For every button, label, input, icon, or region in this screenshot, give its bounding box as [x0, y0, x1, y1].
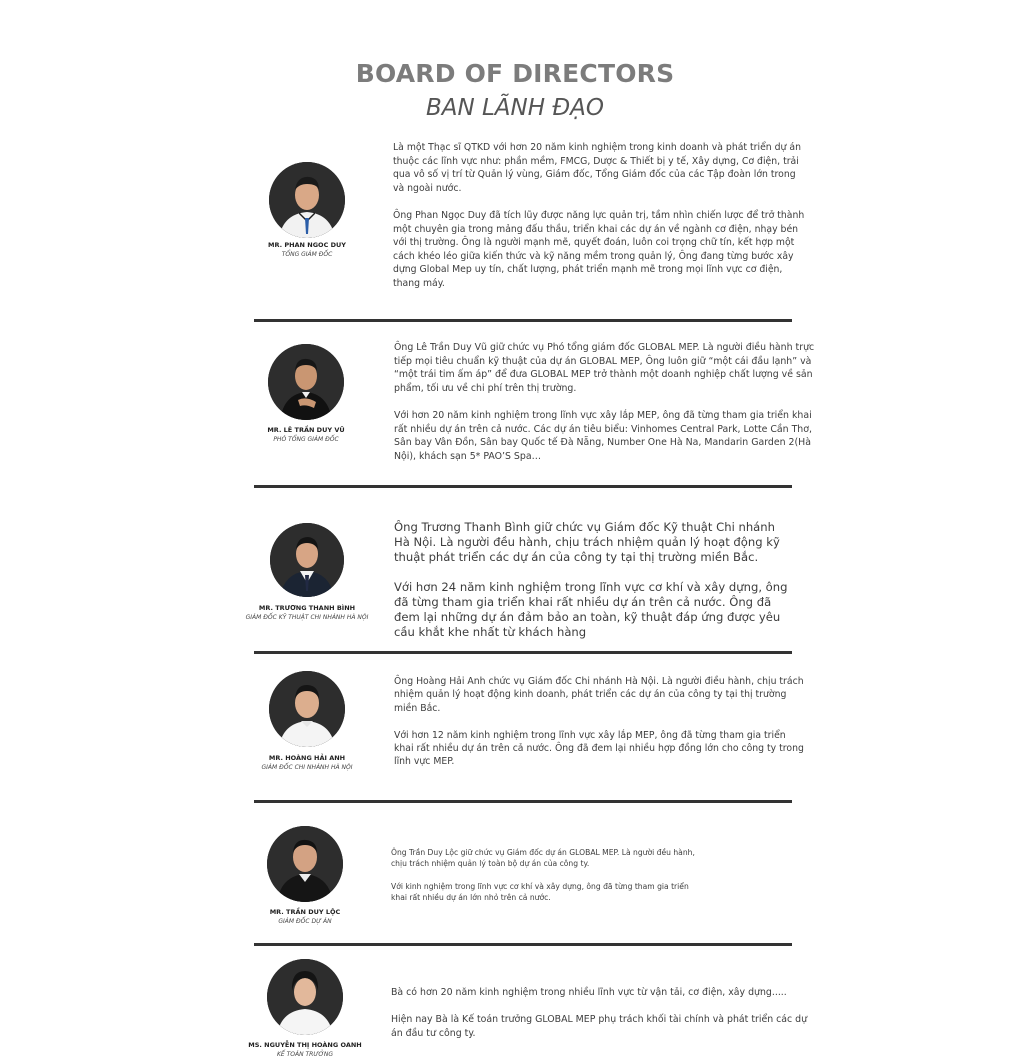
- director-photo: [269, 671, 345, 747]
- director-bio: [394, 520, 794, 640]
- director-role: GIÁM ĐỐC CHI NHÁNH HÀ NỘI: [261, 764, 353, 771]
- director-role: KẾ TOÁN TRƯỞNG: [276, 1051, 333, 1058]
- director-photo: [268, 344, 344, 420]
- director-name: MS. NGUYỄN THỊ HOÀNG OANH: [248, 1041, 362, 1049]
- director-photo: [267, 959, 343, 1035]
- director-bio: [394, 341, 819, 463]
- section-divider: [254, 943, 792, 946]
- director-bio: [391, 847, 701, 903]
- director-name: MR. PHAN NGOC DUY: [268, 241, 346, 249]
- director-role: PHÓ TỔNG GIÁM ĐỐC: [273, 436, 339, 443]
- director-name: MR. TRẦN DUY LỘC: [269, 908, 341, 916]
- section-divider: [254, 800, 792, 803]
- section-divider: [254, 319, 792, 322]
- section-divider: [254, 651, 792, 654]
- bio-paragraph: Ông Trần Duy Lộc giữ chức vụ Giám đốc dự án GLOBAL MEP. Là người đều hành, chịu trách nhiệm quản lý toàn bộ dự án của công ty.: [391, 848, 695, 869]
- bio-paragraph: Với hơn 20 năm kinh nghiệm trong lĩnh vực xây lắp MEP, ông đã từng tham gia triển khai rất nhiều dự án trên cả nước. Các dự án tiêu biểu: Vinhomes Central Park, Lotte Cần Thơ, Sân bay Vân Đồn, Sân bay Quốc tế Đà Nẵng, Number One Hà Na, Mandarin Garden 2(Hà Nội), khách sạn 5* PAO’S Spa…: [394, 409, 812, 462]
- bio-paragraph: Ông Phan Ngọc Duy đã tích lũy được năng lực quản trị, tầm nhìn chiến lược để trở thành một chuyên gia trong mảng đấu thầu, triển khai các dự án về ngành cơ điện, nhạy bén với thị trường. Ông là người mạnh mẽ, quyết đoán, luôn coi trọng chữ tín, kết hợp một cách khéo léo giữa kiến thức và kỹ năng mềm trong quản lý, Ông đang từng bước xây dựng Global Mep uy tín, chất lượng, phát triển mạnh mẽ trong mọi lĩnh vực cơ điện, thang máy.: [393, 209, 805, 289]
- director-photo: [270, 523, 344, 597]
- director-bio: [391, 986, 811, 1040]
- director-role: TỔNG GIÁM ĐỐC: [281, 251, 333, 258]
- director-name: MR. LÊ TRẦN DUY VŨ: [267, 426, 345, 434]
- bio-paragraph: Là một Thạc sĩ QTKD với hơn 20 năm kinh nghiệm trong kinh doanh và phát triển dự án thuộc các lĩnh vực như: phần mềm, FMCG, Dược & Thiết bị y tế, Xây dựng, Cơ điện, trải qua vô số vị trí từ Quản lý vùng, Giám đốc, Tổng Giám đốc của các Tập đoàn lớn trong và ngoài nước.: [393, 142, 801, 194]
- page-subtitle: BAN LÃNH ĐẠO: [425, 95, 605, 121]
- director-photo: [267, 826, 343, 902]
- bio-paragraph: Với hơn 12 năm kinh nghiệm trong lĩnh vực xây lắp MEP, ông đã từng tham gia triển khai rất nhiều dự án trên cả nước. Ông đã đem lại nhiều hợp đồng lớn cho công ty trong lĩnh vực MEP.: [394, 729, 804, 768]
- bio-paragraph: Với kinh nghiệm trong lĩnh vực cơ khí và xây dựng, ông đã từng tham gia triển khai rất nhiều dự án lớn nhỏ trên cả nước.: [391, 881, 689, 902]
- director-photo: [269, 162, 345, 238]
- page-title: BOARD OF DIRECTORS: [355, 59, 675, 88]
- bio-paragraph: Bà có hơn 20 năm kinh nghiệm trong nhiều lĩnh vực từ vận tải, cơ điện, xây dựng.....: [391, 987, 787, 998]
- director-name: MR. TRƯƠNG THANH BÌNH: [258, 604, 356, 612]
- director-role: GIÁM ĐỐC DỰ ÁN: [278, 918, 332, 925]
- director-bio: [393, 141, 808, 291]
- bio-paragraph: Ông Hoàng Hải Anh chức vụ Giám đốc Chi nhánh Hà Nội. Là người điều hành, chịu trách nhiệm quản lý hoạt động kinh doanh, phát triển các dự án của công ty tại thị trường miền Bắc.: [394, 676, 804, 714]
- director-role: GIÁM ĐỐC KỸ THUẬT CHI NHÁNH HÀ NỘI: [245, 614, 369, 621]
- bio-paragraph: Ông Lê Trần Duy Vũ giữ chức vụ Phó tổng giám đốc GLOBAL MEP. Là người điều hành trực tiếp mọi tiêu chuẩn kỹ thuật của dự án GLOBAL MEP, Ông luôn giữ “một cái đầu lạnh” và “một trái tim ấm áp” để đưa GLOBAL MEP trở thành một doanh nghiệp chất lượng về sản phẩm, tối ưu về chi phí trên thị trường.: [394, 342, 815, 394]
- bio-paragraph: Hiện nay Bà là Kế toán trưởng GLOBAL MEP phụ trách khối tài chính và phát triển các dự án đầu tư công ty.: [391, 1014, 808, 1039]
- section-divider: [254, 485, 792, 488]
- bio-paragraph: Ông Trương Thanh Bình giữ chức vụ Giám đốc Kỹ thuật Chi nhánh Hà Nội. Là người đều hành, chịu trách nhiệm quản lý hoạt động kỹ thuật phát triển các dự án của công ty tại thị trường miền Bắc.: [394, 520, 780, 565]
- director-bio: [394, 675, 804, 769]
- director-name: MR. HOÀNG HẢI ANH: [268, 754, 346, 762]
- bio-paragraph: Với hơn 24 năm kinh nghiệm trong lĩnh vực cơ khí và xây dựng, ông đã từng tham gia triển khai rất nhiều dự án trên cả nước. Ông đã đem lại những dự án đảm bảo an toàn, kỹ thuật đáp ứng được yêu cầu khắt khe nhất từ khách hàng: [394, 579, 788, 640]
